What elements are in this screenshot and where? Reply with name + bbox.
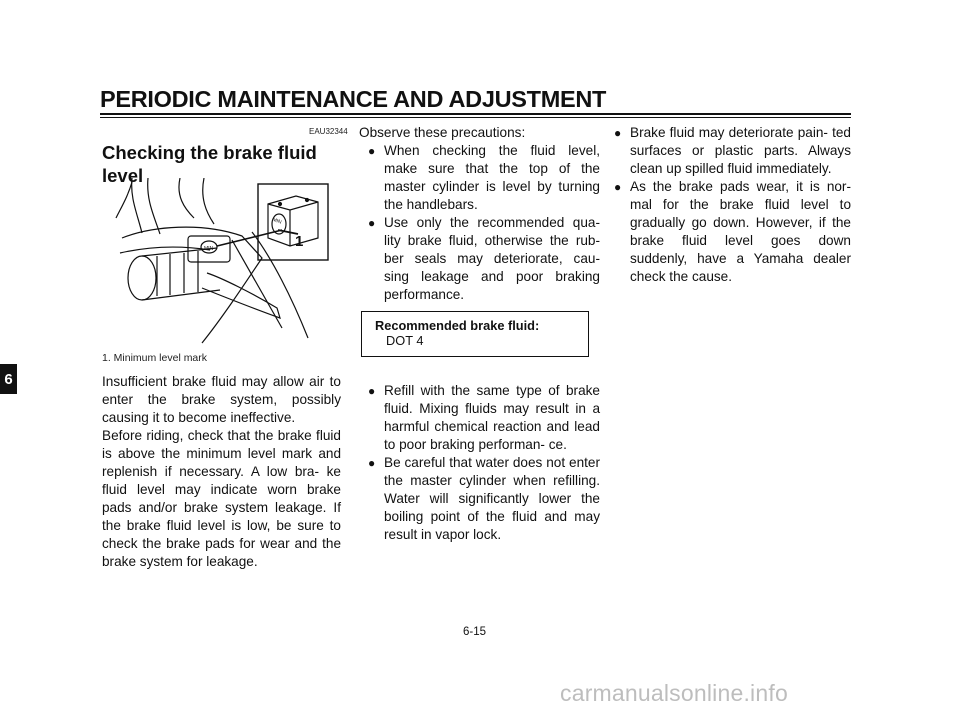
- section-code: EAU32344: [309, 127, 348, 136]
- chapter-tab[interactable]: 6: [0, 364, 17, 394]
- precautions-intro: Observe these precautions:: [359, 125, 526, 140]
- list-item-text: Refill with the same type of brake fluid. Mixing fluids may result in a harmful chemical reaction and lead to poor braking performan- ce.: [384, 383, 600, 452]
- body-paragraph: Before riding, check that the brake fluid is above the minimum level mark and replenish if necessary. A low bra- ke fluid level may indicate worn brake pads and/or brake system leakage. If the brake fluid level is low, be sure to check the brake pads for wear and the brake system for leakage.: [102, 428, 341, 569]
- callout-number: 1: [295, 233, 304, 250]
- bullet-icon: ●: [368, 144, 376, 158]
- list-item: [368, 214, 600, 304]
- spec-box: [361, 311, 589, 357]
- precautions-list-a: [368, 142, 600, 304]
- bullet-icon: ●: [614, 180, 622, 194]
- bullet-icon: ●: [614, 126, 622, 140]
- list-item-text: Be careful that water does not enter the master cylinder when refilling. Water will significantly lower the boiling point of the fluid and may result in vapor lock.: [384, 455, 600, 542]
- watermark-link[interactable]: carmanualsonline.info: [560, 680, 788, 706]
- figure-caption: 1. Minimum level mark: [102, 352, 208, 364]
- inset-cap-lettering: MIN: [271, 216, 283, 226]
- small-cap-lettering: MIN: [204, 246, 214, 252]
- body-text: [102, 373, 341, 571]
- bullet-icon: ●: [368, 384, 376, 398]
- list-item: [368, 382, 600, 454]
- precautions-list-c: [614, 124, 851, 286]
- bullet-icon: ●: [368, 456, 376, 470]
- spec-value: DOT 4: [386, 333, 424, 348]
- list-item: [368, 142, 600, 214]
- list-item: [614, 178, 851, 286]
- brake-reservoir-illustration: [102, 178, 340, 346]
- bullet-icon: ●: [368, 216, 376, 230]
- list-item: [368, 454, 600, 544]
- header-rule: [100, 113, 851, 118]
- spec-label: Recommended brake fluid:: [375, 318, 540, 333]
- list-item: [614, 124, 851, 178]
- page-header-title: PERIODIC MAINTENANCE AND ADJUSTMENT: [100, 86, 607, 112]
- list-item-text: As the brake pads wear, it is nor- mal for the brake fluid level to gradually go down. However, if the brake fluid level goes down suddenly, have a Yamaha dealer check the cause.: [630, 179, 851, 284]
- page-number: 6-15: [463, 626, 487, 638]
- body-paragraph: Insufficient brake fluid may allow air to enter the brake system, possibly causing it to become ineffective.: [102, 374, 341, 425]
- list-item-text: When checking the fluid level, make sure that the top of the master cylinder is level by turning the handlebars.: [384, 143, 600, 212]
- list-item-text: Use only the recommended qua- lity brake fluid, otherwise the rub- ber seals may deteriorate, cau- sing leakage and poor braking performance.: [384, 215, 600, 302]
- list-item-text: Brake fluid may deteriorate pain- ted surfaces or plastic parts. Always clean up spilled fluid immediately.: [630, 125, 851, 176]
- precautions-list-b: [368, 382, 600, 544]
- section-title: Checking the brake fluid level: [102, 142, 317, 186]
